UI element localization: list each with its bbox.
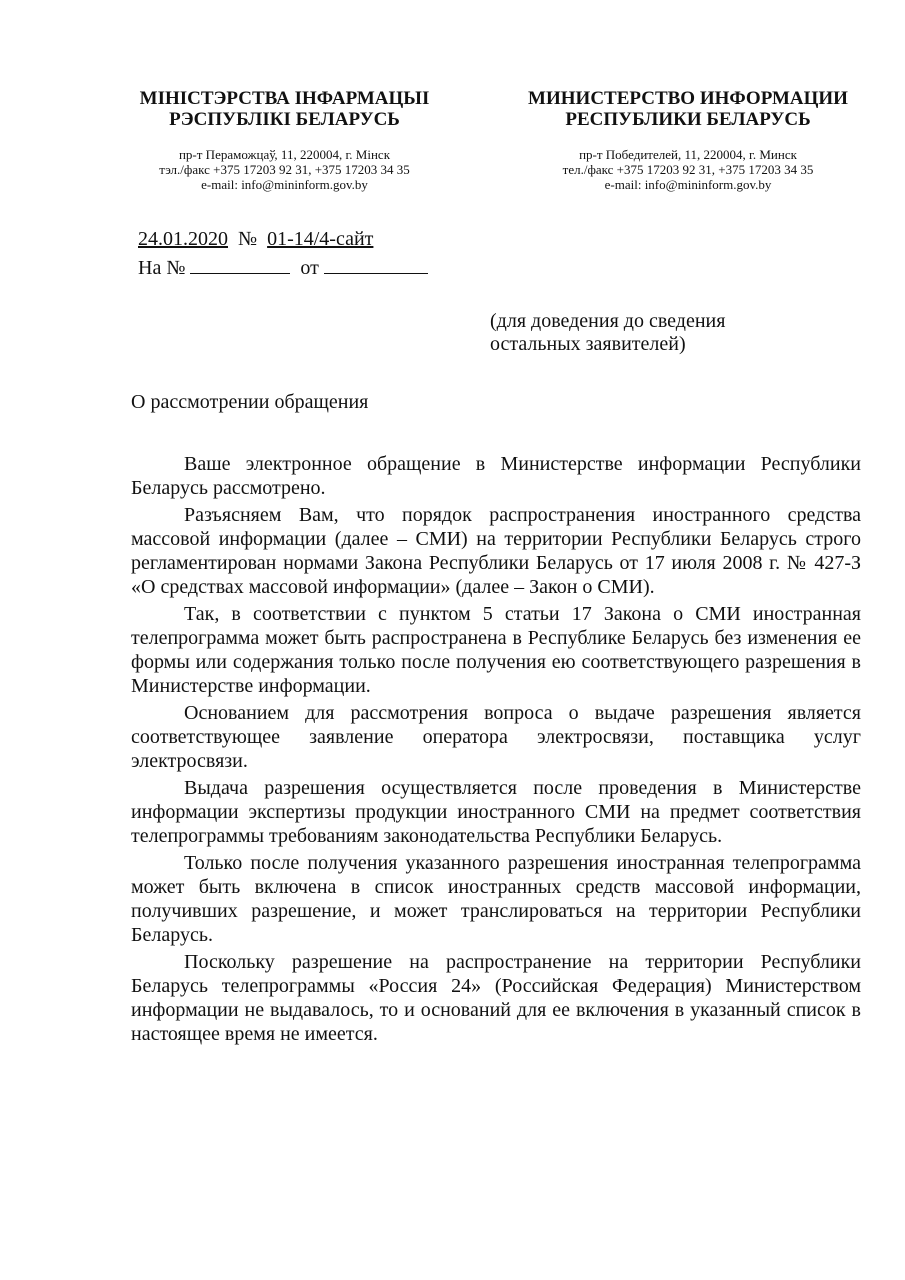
- reply-reference: [138, 255, 428, 280]
- phone-ru: тел./факс +375 17203 92 31, +375 17203 34 35: [562, 162, 814, 177]
- letterhead: [0, 88, 905, 198]
- address-ru: пр-т Победителей, 11, 220004, г. Минск: [579, 147, 797, 162]
- phone-be: тэл./факс +375 17203 92 31, +375 17203 34 35: [159, 162, 410, 177]
- letter-body: [131, 452, 861, 1049]
- subject-line: О рассмотрении обращения: [131, 391, 369, 413]
- body-paragraph: Ваше электронное обращение в Министерстве информации Республики Беларусь рассмотрено.: [131, 453, 861, 499]
- from-label: от: [300, 257, 319, 279]
- ministry-name-be-line1: МІНІСТЭРСТВА ІНФАРМАЦЫІ: [139, 88, 430, 109]
- ministry-name-be: [92, 88, 477, 130]
- number-sign: №: [238, 228, 258, 250]
- recipient-line2: остальных заявителей): [490, 333, 686, 355]
- reply-number-blank: [190, 255, 290, 274]
- body-paragraph: Только после получения указанного разрешения иностранная телепрограмма может быть включена в список иностранных средств массовой информации, получивших разрешение, и может транслироваться на территории Республики Беларусь.: [131, 852, 861, 946]
- body-paragraph: Выдача разрешения осуществляется после проведения в Министерстве информации экспертизы продукции иностранного СМИ на предмет соответствия телепрограммы требованиям законодательства Республики Беларусь.: [131, 777, 861, 847]
- ministry-name-be-line2: РЭСПУБЛІКІ БЕЛАРУСЬ: [169, 109, 400, 130]
- reply-to-label: На №: [138, 257, 186, 279]
- recipient-block: [490, 310, 850, 356]
- document-reference: [138, 227, 373, 251]
- recipient-line1: (для доведения до сведения: [490, 310, 726, 332]
- body-paragraph: Разъясняем Вам, что порядок распространения иностранного средства массовой информации (далее – СМИ) на территории Республики Беларусь строго регламентирован нормами Закона Республики Беларусь от 17 июля 2008 г. № 427-З «О средствах массовой информации» (далее – Закон о СМИ).: [131, 504, 861, 598]
- email-be: e-mail: info@mininform.gov.by: [201, 177, 368, 192]
- ministry-name-ru-line2: РЕСПУБЛИКИ БЕЛАРУСЬ: [565, 109, 811, 130]
- letterhead-russian: [478, 88, 898, 192]
- document-date: 24.01.2020: [138, 228, 228, 250]
- document-number: 01-14/4-сайт: [267, 228, 374, 250]
- reply-date-blank: [324, 255, 428, 274]
- ministry-name-ru: [478, 88, 898, 130]
- body-paragraph: Основанием для рассмотрения вопроса о выдаче разрешения является соответствующее заявление оператора электросвязи, поставщика услуг электросвязи.: [131, 702, 861, 772]
- email-ru: e-mail: info@mininform.gov.by: [604, 177, 772, 192]
- letterhead-belarusian: [92, 88, 477, 192]
- contact-block-ru: [478, 147, 898, 192]
- ministry-name-ru-line1: МИНИСТЕРСТВО ИНФОРМАЦИИ: [528, 88, 848, 109]
- contact-block-be: [92, 147, 477, 192]
- address-be: пр-т Пераможцаў, 11, 220004, г. Мінск: [178, 147, 391, 162]
- body-paragraph: Поскольку разрешение на распространение на территории Республики Беларусь телепрограммы «Россия 24» (Российская Федерация) Министерством информации не выдавалось, то и оснований для ее включения в указанный список в настоящее время не имеется.: [131, 951, 861, 1045]
- body-paragraph: Так, в соответствии с пунктом 5 статьи 17 Закона о СМИ иностранная телепрограмма может быть распространена в Республике Беларусь без изменения ее формы или содержания только после получения ею соответствующего разрешения в Министерстве информации.: [131, 603, 861, 697]
